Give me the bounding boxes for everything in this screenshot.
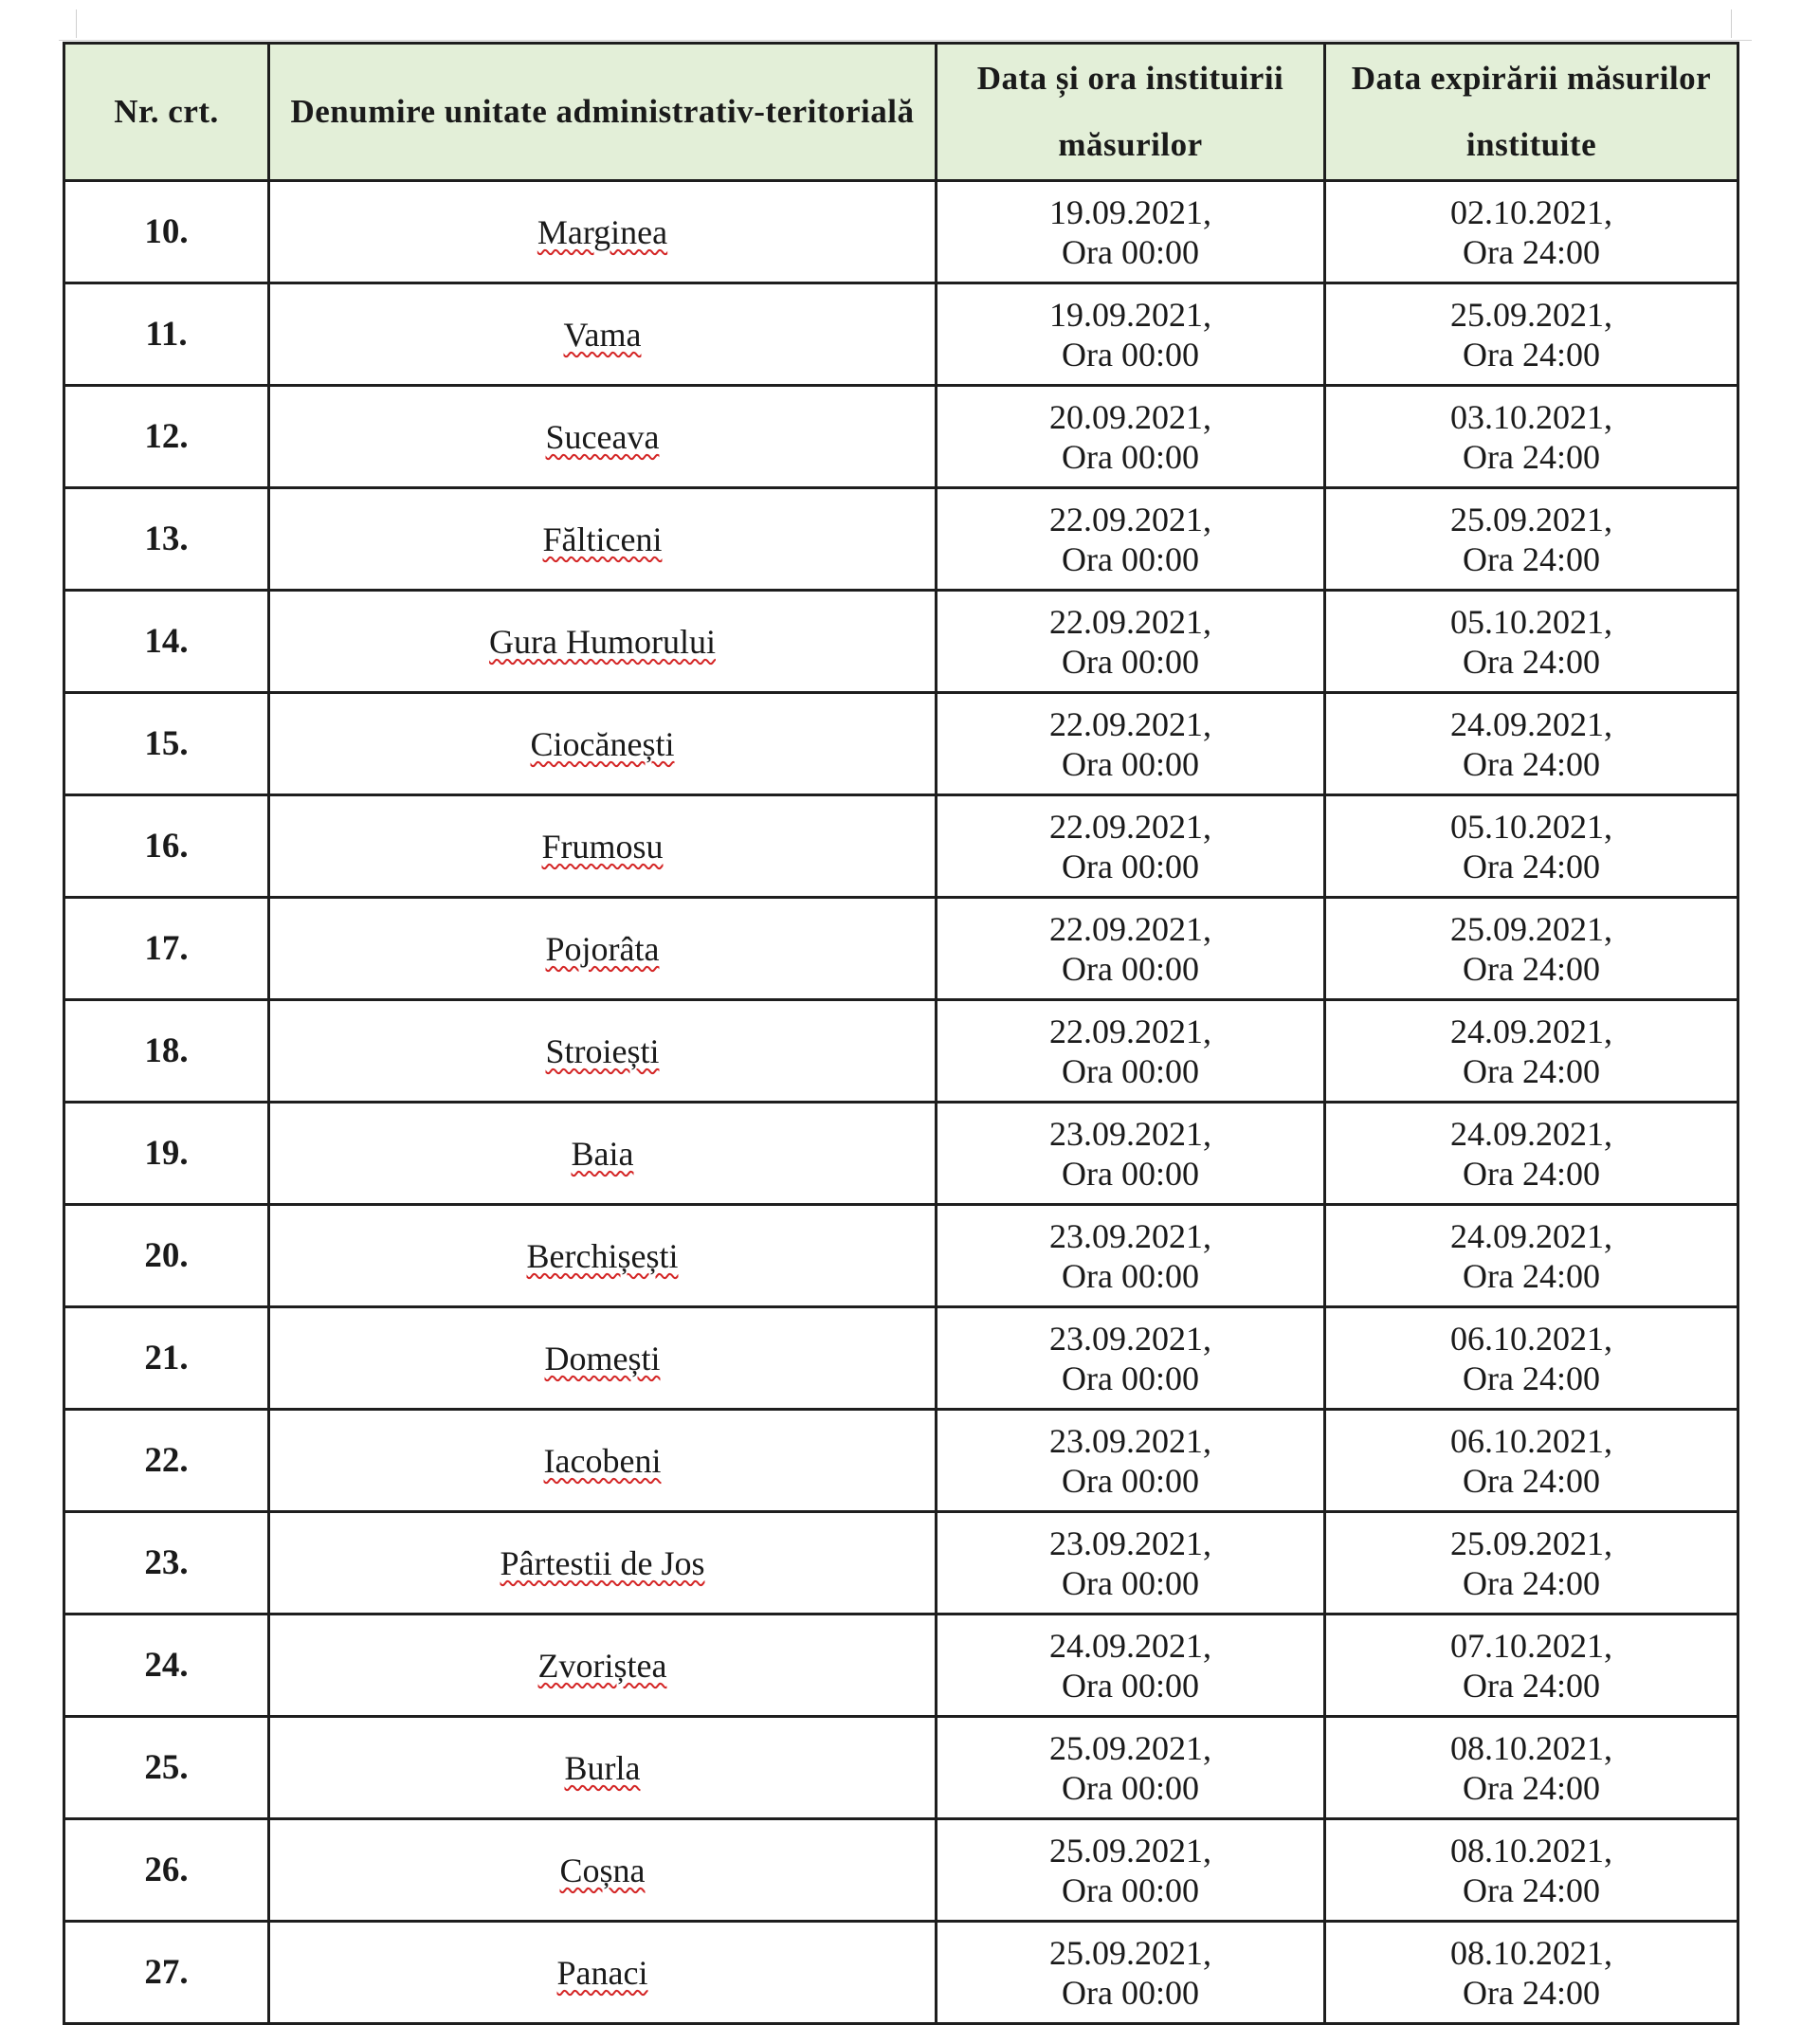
start-date: 22.09.2021, — [1049, 1012, 1211, 1050]
measures-table — [63, 42, 1739, 2025]
start-datetime-cell — [937, 1410, 1325, 1512]
unit-name: Pojorâta — [545, 929, 660, 968]
expiry-time: Ora 24:00 — [1463, 437, 1600, 476]
expiry-time: Ora 24:00 — [1463, 642, 1600, 681]
start-date: 22.09.2021, — [1049, 602, 1211, 641]
start-datetime-cell — [937, 1819, 1325, 1922]
expiry-time: Ora 24:00 — [1463, 1154, 1600, 1193]
header-unit-name: Denumire unitate administrativ-teritorială — [269, 44, 937, 181]
expiry-datetime-cell — [1325, 386, 1738, 488]
start-datetime-cell — [937, 386, 1325, 488]
start-time: Ora 00:00 — [1062, 539, 1199, 578]
unit-name: Marginea — [537, 212, 668, 251]
row-number: 23. — [64, 1512, 269, 1615]
start-time: Ora 00:00 — [1062, 335, 1199, 374]
header-expiry-date: Data expirării măsurilor instituite — [1325, 44, 1738, 181]
start-datetime-cell — [937, 283, 1325, 386]
expiry-date: 06.10.2021, — [1450, 1319, 1612, 1358]
table-row — [64, 1205, 1738, 1307]
expiry-datetime-cell — [1325, 1307, 1738, 1410]
expiry-date: 24.09.2021, — [1450, 704, 1612, 743]
start-datetime-cell — [937, 591, 1325, 693]
table-row — [64, 283, 1738, 386]
unit-name: Fălticeni — [542, 520, 663, 558]
table-row — [64, 1819, 1738, 1922]
table-row — [64, 488, 1738, 591]
unit-name-cell — [269, 1922, 937, 2024]
unit-name: Stroiești — [545, 1031, 660, 1070]
row-number: 13. — [64, 488, 269, 591]
expiry-time: Ora 24:00 — [1463, 232, 1600, 271]
expiry-datetime-cell — [1325, 1717, 1738, 1819]
expiry-time: Ora 24:00 — [1463, 949, 1600, 988]
unit-name-cell — [269, 795, 937, 898]
unit-name-cell — [269, 1819, 937, 1922]
start-date: 25.09.2021, — [1049, 1831, 1211, 1870]
unit-name: Iacobeni — [543, 1441, 662, 1480]
unit-name-cell — [269, 1615, 937, 1717]
left-margin-marker — [76, 9, 77, 38]
start-time: Ora 00:00 — [1062, 1256, 1199, 1295]
row-number: 21. — [64, 1307, 269, 1410]
unit-name: Domești — [544, 1339, 661, 1377]
start-datetime-cell — [937, 795, 1325, 898]
unit-name: Coșna — [559, 1851, 646, 1889]
expiry-date: 05.10.2021, — [1450, 602, 1612, 641]
row-number: 11. — [64, 283, 269, 386]
table-row — [64, 181, 1738, 283]
expiry-date: 24.09.2021, — [1450, 1012, 1612, 1050]
start-datetime-cell — [937, 1307, 1325, 1410]
expiry-datetime-cell — [1325, 1410, 1738, 1512]
expiry-date: 05.10.2021, — [1450, 807, 1612, 846]
expiry-date: 03.10.2021, — [1450, 397, 1612, 436]
start-time: Ora 00:00 — [1062, 642, 1199, 681]
row-number: 15. — [64, 693, 269, 795]
expiry-time: Ora 24:00 — [1463, 847, 1600, 885]
expiry-datetime-cell — [1325, 181, 1738, 283]
expiry-date: 02.10.2021, — [1450, 192, 1612, 231]
start-datetime-cell — [937, 488, 1325, 591]
unit-name: Zvoriștea — [537, 1646, 667, 1685]
unit-name-cell — [269, 283, 937, 386]
expiry-datetime-cell — [1325, 1205, 1738, 1307]
row-number: 24. — [64, 1615, 269, 1717]
header-nr-crt: Nr. crt. — [64, 44, 269, 181]
unit-name-cell — [269, 1410, 937, 1512]
unit-name: Baia — [571, 1134, 634, 1173]
row-number: 12. — [64, 386, 269, 488]
table-row — [64, 386, 1738, 488]
right-margin-marker — [1731, 9, 1732, 38]
expiry-time: Ora 24:00 — [1463, 1461, 1600, 1500]
header-row — [64, 44, 1738, 181]
expiry-time: Ora 24:00 — [1463, 1051, 1600, 1090]
unit-name: Vama — [563, 315, 642, 354]
expiry-datetime-cell — [1325, 283, 1738, 386]
unit-name: Panaci — [556, 1953, 648, 1992]
row-number: 19. — [64, 1103, 269, 1205]
expiry-time: Ora 24:00 — [1463, 1870, 1600, 1909]
start-date: 23.09.2021, — [1049, 1523, 1211, 1562]
start-date: 23.09.2021, — [1049, 1114, 1211, 1153]
expiry-datetime-cell — [1325, 898, 1738, 1000]
page-top-edge — [59, 40, 1752, 41]
start-datetime-cell — [937, 1512, 1325, 1615]
expiry-date: 06.10.2021, — [1450, 1421, 1612, 1460]
start-date: 22.09.2021, — [1049, 909, 1211, 948]
expiry-time: Ora 24:00 — [1463, 335, 1600, 374]
expiry-date: 25.09.2021, — [1450, 500, 1612, 538]
unit-name-cell — [269, 1307, 937, 1410]
start-time: Ora 00:00 — [1062, 1051, 1199, 1090]
expiry-date: 25.09.2021, — [1450, 1523, 1612, 1562]
expiry-time: Ora 24:00 — [1463, 1768, 1600, 1807]
start-date: 23.09.2021, — [1049, 1421, 1211, 1460]
expiry-datetime-cell — [1325, 591, 1738, 693]
row-number: 18. — [64, 1000, 269, 1103]
expiry-time: Ora 24:00 — [1463, 744, 1600, 783]
start-time: Ora 00:00 — [1062, 1563, 1199, 1602]
expiry-date: 08.10.2021, — [1450, 1933, 1612, 1972]
start-time: Ora 00:00 — [1062, 232, 1199, 271]
start-datetime-cell — [937, 181, 1325, 283]
expiry-datetime-cell — [1325, 1103, 1738, 1205]
start-time: Ora 00:00 — [1062, 1461, 1199, 1500]
start-date: 23.09.2021, — [1049, 1216, 1211, 1255]
expiry-datetime-cell — [1325, 488, 1738, 591]
start-time: Ora 00:00 — [1062, 1666, 1199, 1705]
table-row — [64, 1615, 1738, 1717]
start-date: 22.09.2021, — [1049, 500, 1211, 538]
start-datetime-cell — [937, 1000, 1325, 1103]
start-date: 19.09.2021, — [1049, 192, 1211, 231]
row-number: 20. — [64, 1205, 269, 1307]
start-datetime-cell — [937, 1615, 1325, 1717]
expiry-datetime-cell — [1325, 1819, 1738, 1922]
table-row — [64, 1307, 1738, 1410]
start-date: 19.09.2021, — [1049, 295, 1211, 334]
start-date: 24.09.2021, — [1049, 1626, 1211, 1665]
unit-name-cell — [269, 386, 937, 488]
row-number: 26. — [64, 1819, 269, 1922]
unit-name-cell — [269, 488, 937, 591]
unit-name: Burla — [564, 1748, 641, 1787]
expiry-date: 08.10.2021, — [1450, 1728, 1612, 1767]
start-time: Ora 00:00 — [1062, 1154, 1199, 1193]
start-time: Ora 00:00 — [1062, 949, 1199, 988]
start-datetime-cell — [937, 1717, 1325, 1819]
row-number: 14. — [64, 591, 269, 693]
expiry-time: Ora 24:00 — [1463, 539, 1600, 578]
start-datetime-cell — [937, 693, 1325, 795]
row-number: 10. — [64, 181, 269, 283]
start-date: 23.09.2021, — [1049, 1319, 1211, 1358]
expiry-time: Ora 24:00 — [1463, 1973, 1600, 2012]
table-row — [64, 1000, 1738, 1103]
expiry-time: Ora 24:00 — [1463, 1256, 1600, 1295]
expiry-time: Ora 24:00 — [1463, 1359, 1600, 1397]
start-time: Ora 00:00 — [1062, 1359, 1199, 1397]
unit-name-cell — [269, 591, 937, 693]
start-time: Ora 00:00 — [1062, 847, 1199, 885]
start-time: Ora 00:00 — [1062, 1973, 1199, 2012]
unit-name-cell — [269, 1103, 937, 1205]
expiry-datetime-cell — [1325, 1615, 1738, 1717]
start-date: 22.09.2021, — [1049, 704, 1211, 743]
expiry-datetime-cell — [1325, 1512, 1738, 1615]
unit-name-cell — [269, 1000, 937, 1103]
expiry-date: 24.09.2021, — [1450, 1216, 1612, 1255]
table-row — [64, 1922, 1738, 2024]
unit-name: Pârtestii de Jos — [500, 1543, 705, 1582]
start-time: Ora 00:00 — [1062, 744, 1199, 783]
unit-name-cell — [269, 693, 937, 795]
unit-name-cell — [269, 1512, 937, 1615]
row-number: 27. — [64, 1922, 269, 2024]
start-time: Ora 00:00 — [1062, 1768, 1199, 1807]
expiry-datetime-cell — [1325, 693, 1738, 795]
expiry-date: 07.10.2021, — [1450, 1626, 1612, 1665]
row-number: 16. — [64, 795, 269, 898]
unit-name-cell — [269, 1717, 937, 1819]
expiry-datetime-cell — [1325, 1000, 1738, 1103]
table-row — [64, 1717, 1738, 1819]
start-datetime-cell — [937, 1103, 1325, 1205]
table-row — [64, 693, 1738, 795]
start-date: 25.09.2021, — [1049, 1933, 1211, 1972]
table-row — [64, 795, 1738, 898]
unit-name: Suceava — [545, 417, 660, 456]
unit-name-cell — [269, 1205, 937, 1307]
unit-name-cell — [269, 181, 937, 283]
table-row — [64, 898, 1738, 1000]
start-datetime-cell — [937, 1205, 1325, 1307]
row-number: 17. — [64, 898, 269, 1000]
table-header — [64, 44, 1738, 181]
unit-name: Berchișești — [526, 1236, 679, 1275]
row-number: 22. — [64, 1410, 269, 1512]
unit-name: Gura Humorului — [489, 622, 716, 661]
table-body — [64, 181, 1738, 2024]
table-row — [64, 1103, 1738, 1205]
unit-name-cell — [269, 898, 937, 1000]
start-date: 20.09.2021, — [1049, 397, 1211, 436]
start-time: Ora 00:00 — [1062, 437, 1199, 476]
start-time: Ora 00:00 — [1062, 1870, 1199, 1909]
expiry-date: 25.09.2021, — [1450, 909, 1612, 948]
unit-name: Frumosu — [541, 827, 664, 866]
row-number: 25. — [64, 1717, 269, 1819]
header-start-datetime: Data și ora instituirii măsurilor — [937, 44, 1325, 181]
expiry-datetime-cell — [1325, 795, 1738, 898]
start-date: 25.09.2021, — [1049, 1728, 1211, 1767]
start-date: 22.09.2021, — [1049, 807, 1211, 846]
table-row — [64, 1512, 1738, 1615]
expiry-time: Ora 24:00 — [1463, 1666, 1600, 1705]
table-row — [64, 591, 1738, 693]
start-datetime-cell — [937, 1922, 1325, 2024]
expiry-datetime-cell — [1325, 1922, 1738, 2024]
table-row — [64, 1410, 1738, 1512]
expiry-date: 24.09.2021, — [1450, 1114, 1612, 1153]
expiry-time: Ora 24:00 — [1463, 1563, 1600, 1602]
expiry-date: 25.09.2021, — [1450, 295, 1612, 334]
expiry-date: 08.10.2021, — [1450, 1831, 1612, 1870]
unit-name: Ciocănești — [530, 724, 675, 763]
start-datetime-cell — [937, 898, 1325, 1000]
